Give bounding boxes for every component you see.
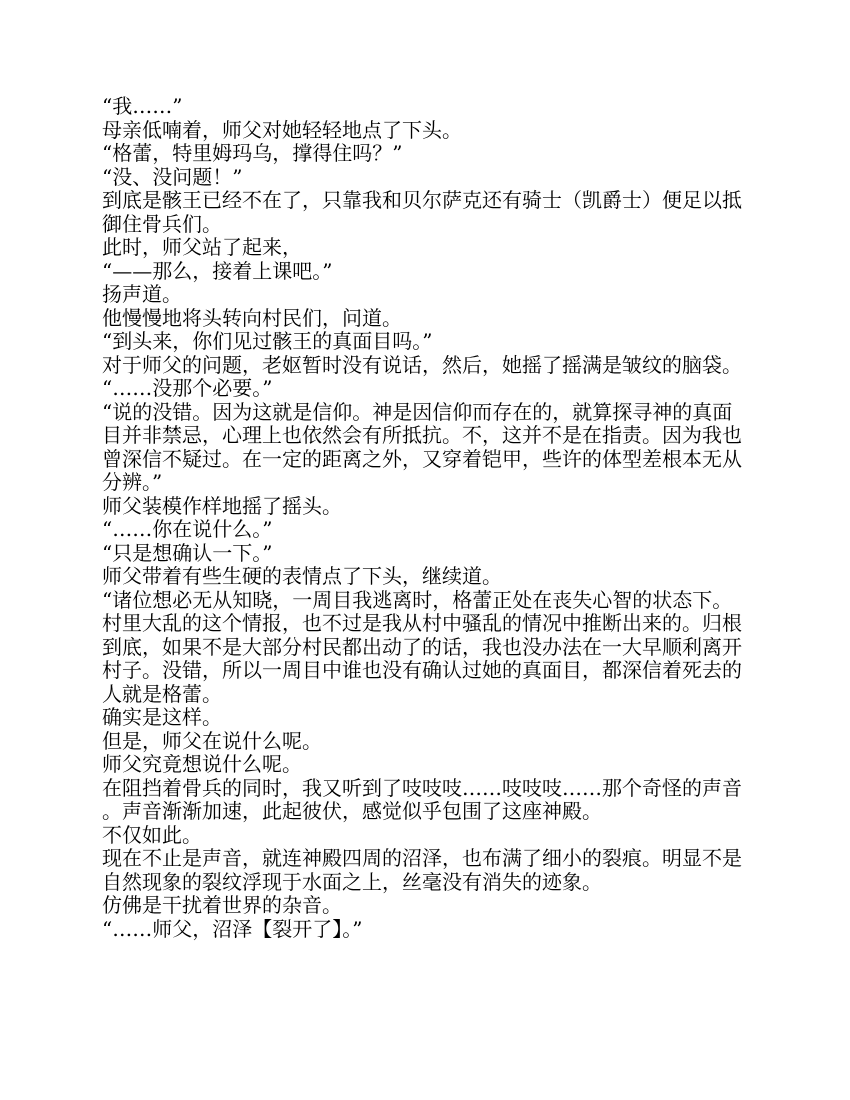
paragraph: 但是，师父在说什么呢。 (102, 728, 322, 753)
paragraph: 到底是骸王已经不在了，只靠我和贝尔萨克还有骑士（凯爵士）便足以抵御住骨兵们。 (102, 188, 742, 236)
paragraph: “……你在说什么。” (102, 517, 273, 541)
paragraph: 仿佛是干扰着世界的杂音。 (102, 893, 342, 917)
paragraph: 扬声道。 (102, 282, 182, 306)
paragraph: 对于师父的问题，老妪暂时没有说话，然后，她摇了摇满是皱纹的脑袋。 (102, 352, 742, 377)
paragraph: 现在不止是声音，就连神殿四周的沼泽，也布满了细小的裂痕。明显不是自然现象的裂纹浮现于水面之上，丝毫没有消失的迹象。 (102, 846, 742, 894)
paragraph: 不仅如此。 (102, 822, 202, 847)
paragraph: “只是想确认一下。” (102, 540, 273, 565)
paragraph: 师父带着有些生硬的表情点了下头，继续道。 (102, 564, 502, 588)
paragraph: 他慢慢地将头转向村民们，问道。 (102, 305, 402, 330)
paragraph: “说的没错。因为这就是信仰。神是因信仰而存在的，就算探寻神的真面目并非禁忌，心理上也依然会有所抵抗。不，这并不是在指责。因为我也曾深信不疑过。在一定的距离之外，又穿着铠甲，些许的体型差根本无从分辨。” (102, 399, 742, 494)
body-text (102, 95, 750, 941)
paragraph: 此时，师父站了起来， (102, 235, 302, 259)
paragraph: “诸位想必无从知晓，一周目我逃离时，格蕾正处在丧失心智的状态下。村里大乱的这个情报，也不过是我从村中骚乱的情况中推断出来的。归根到底，如果不是大部分村民都出动了的话，我也没办法在一大早顺利离开村子。没错，所以一周目中谁也没有确认过她的真面目，都深信着死去的人就是格蕾。 (102, 587, 742, 706)
paragraph: 师父究竟想说什么呢。 (102, 752, 302, 776)
paragraph: “没、没问题！” (102, 164, 243, 189)
paragraph: 在阻挡着骨兵的同时，我又听到了吱吱吱……吱吱吱……那个奇怪的声音。声音渐渐加速，此起彼伏，感觉似乎包围了这座神殿。 (102, 775, 742, 823)
paragraph: “格蕾，特里姆玛乌，撑得住吗？” (102, 141, 403, 165)
paragraph: 确实是这样。 (102, 705, 222, 729)
paragraph: “……师父，沼泽【裂开了】。” (102, 916, 363, 941)
paragraph: “……没那个必要。” (102, 376, 273, 400)
paragraph: “——那么，接着上课吧。” (102, 258, 333, 283)
paragraph: “我……” (102, 94, 183, 118)
paragraph: “到头来，你们见过骸王的真面目吗。” (102, 329, 433, 353)
paragraph: 母亲低喃着，师父对她轻轻地点了下头。 (102, 117, 462, 142)
paragraph: 师父装模作样地摇了摇头。 (102, 493, 342, 518)
